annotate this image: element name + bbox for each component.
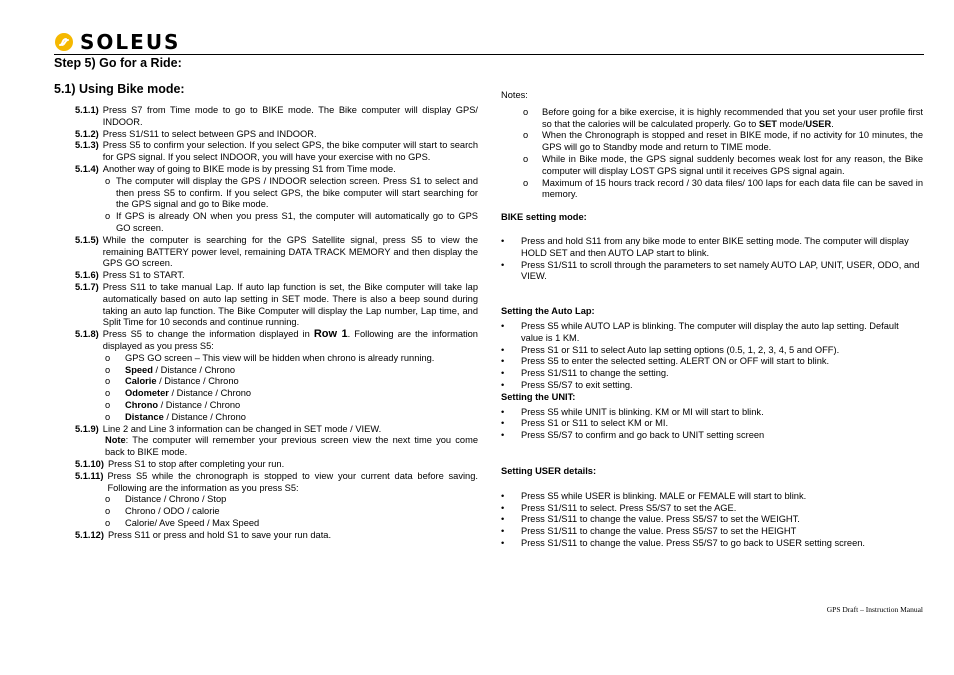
user-heading: Setting USER details: [501, 465, 597, 476]
option-text: / Distance / Chrono [152, 364, 236, 375]
bullet-icon: • [501, 406, 505, 417]
note-text-part: Before going for a bike exercise, it is highly recommended that you set your user profile first so that the calories will be calculated properly. Go to [542, 106, 923, 129]
item-number: 5.1.10) [75, 458, 104, 469]
option-item [105, 506, 478, 518]
item-5-1-2 [54, 129, 478, 141]
item-text: Press S11 or press and hold S1 to save your run data. [107, 529, 332, 540]
circle-bullet-icon: o [523, 106, 529, 117]
note-text-part: . [831, 118, 834, 129]
note-item [523, 130, 923, 154]
bullet-icon: • [501, 490, 505, 501]
circle-bullet-icon: o [523, 130, 529, 141]
item-note [105, 435, 478, 459]
item-text: Another way of going to BIKE mode is by pressing S1 from Time mode. [102, 163, 396, 174]
user-label: USER [805, 118, 832, 129]
step-title: Step 5) Go for a Ride: [54, 56, 182, 70]
option-text: GPS GO screen – This view will be hidden when chrono is already running. [125, 352, 435, 363]
bullet-icon: • [501, 526, 505, 537]
bullet-item [501, 430, 923, 442]
bullet-text: Press and hold S11 from any bike mode to enter BIKE setting mode. The computer will display HOLD SET and then AUTO LAP start to blink. [521, 235, 909, 258]
item-5-1-6 [54, 270, 478, 282]
option-text: Calorie/ Ave Speed / Max Speed [125, 517, 260, 528]
option-item [105, 400, 478, 412]
circle-bullet-icon: o [105, 376, 111, 387]
circle-bullet-icon: o [105, 388, 111, 399]
bullet-text: Press S5 while USER is blinking. MALE or FEMALE will start to blink. [521, 490, 807, 501]
item-text: Press S5 while the chronograph is stopped to view your current data before saving. Following are the information as you press S5: [107, 470, 478, 493]
bullet-item [501, 503, 923, 515]
note-text: Maximum of 15 hours track record / 30 data files/ 100 laps for each data file can be saved in memory. [542, 177, 923, 200]
bullet-item [501, 380, 923, 392]
option-bold: Calorie [125, 376, 157, 387]
option-bold: Speed [125, 364, 153, 375]
item-5-1-11 [54, 471, 478, 495]
bullet-icon: • [501, 430, 505, 441]
item-5-1-3 [54, 140, 478, 164]
item-number: 5.1.12) [75, 529, 104, 540]
bullet-item [501, 538, 923, 550]
item-number: 5.1.2) [75, 128, 99, 139]
option-text: / Distance / Chrono [156, 376, 239, 387]
bullet-icon: • [501, 418, 505, 429]
item-text-part: Press S5 to change the information displayed in [102, 329, 310, 340]
left-column [54, 105, 478, 541]
bullet-icon: • [501, 379, 505, 390]
note-text-part: mode/ [776, 118, 806, 129]
bullet-icon: • [501, 259, 505, 270]
bullet-text: Press S1 or S11 to select KM or MI. [521, 418, 669, 429]
option-item [105, 388, 478, 400]
sub-item-text: If GPS is already ON when you press S1, the computer will automatically go to GPS GO screen. [116, 211, 478, 233]
note-label: Note [105, 435, 126, 446]
note-text: While in Bike mode, the GPS signal suddenly becomes weak lost for any reason, the Bike computer will display LOST GPS signal until it receives GPS signal again. [542, 153, 923, 176]
bullet-icon: • [501, 537, 505, 548]
option-item [105, 494, 478, 506]
option-item [105, 518, 478, 530]
item-number: 5.1.6) [75, 270, 99, 281]
header-rule [54, 54, 924, 55]
item-5-1-1 [54, 105, 478, 129]
item-text: Press S1/S11 to select between GPS and INDOOR. [102, 128, 317, 139]
item-text-part: . Following are the information displayed as you press S5: [102, 329, 478, 351]
item-number: 5.1.9) [75, 423, 99, 434]
sub-item-text: The computer will display the GPS / INDOOR selection screen. Press S1 to select and then press S5 to confirm. If you select GPS, the bike computer will start searching for the GPS signal and go to Bike mode. [116, 175, 478, 210]
bullet-icon: • [501, 356, 505, 367]
item-number: 5.1.5) [75, 234, 99, 245]
bike-setting-heading: BIKE setting mode: [501, 212, 587, 223]
note-item [523, 107, 923, 131]
item-number: 5.1.3) [75, 140, 99, 151]
set-label: SET [758, 118, 777, 129]
logo-text: SOLEUS [80, 30, 181, 54]
item-5-1-8 [54, 329, 478, 353]
soleus-logo-icon [54, 32, 74, 52]
item-text: Press S1 to stop after completing your run. [107, 458, 285, 469]
item-text: Line 2 and Line 3 information can be changed in SET mode / VIEW. [102, 423, 382, 434]
circle-bullet-icon: o [105, 494, 111, 505]
note-item [523, 178, 923, 202]
option-item [105, 376, 478, 388]
bullet-text: Press S5 while AUTO LAP is blinking. The computer will display the auto lap setting. Default value is 1 KM. [521, 320, 899, 343]
note-text [542, 107, 923, 131]
option-text: Chrono / ODO / calorie [125, 506, 220, 517]
item-number: 5.1.1) [75, 105, 99, 115]
auto-lap-heading: Setting the Auto Lap: [501, 306, 595, 317]
item-number: 5.1.4) [75, 163, 99, 174]
bullet-text: Press S1/S11 to select. Press S5/S7 to set the AGE. [521, 502, 737, 513]
bullet-item [501, 526, 923, 538]
notes-label: Notes: [501, 90, 528, 100]
bullet-text: Press S5/S7 to confirm and go back to UNIT setting screen [521, 430, 765, 441]
footer-text: GPS Draft – Instruction Manual [826, 605, 923, 614]
item-number: 5.1.11) [75, 470, 104, 481]
bullet-text: Press S5 while UNIT is blinking. KM or MI will start to blink. [521, 406, 764, 417]
option-item [105, 365, 478, 377]
circle-bullet-icon: o [105, 211, 111, 222]
circle-bullet-icon: o [105, 175, 111, 186]
bullet-text: Press S5/S7 to exit setting. [521, 379, 633, 390]
sub-item [105, 176, 478, 211]
bullet-item [501, 368, 923, 380]
bullet-icon: • [501, 344, 505, 355]
item-number: 5.1.8) [75, 329, 99, 340]
circle-bullet-icon: o [105, 517, 111, 528]
bullet-text: Press S1 or S11 to select Auto lap setting options (0.5, 1, 2, 3, 4, 5 and OFF). [521, 344, 840, 355]
soleus-logo [54, 31, 180, 53]
circle-bullet-icon: o [105, 411, 111, 422]
bullet-text: Press S1/S11 to change the value. Press S5/S7 to set the HEIGHT [521, 526, 797, 537]
circle-bullet-icon: o [105, 364, 111, 375]
bullet-item [501, 260, 923, 284]
option-text: Distance / Chrono / Stop [125, 494, 227, 505]
circle-bullet-icon: o [105, 399, 111, 410]
bullet-item [501, 514, 923, 526]
bullet-item [501, 407, 923, 419]
circle-bullet-icon: o [105, 506, 111, 517]
circle-bullet-icon: o [523, 153, 529, 164]
unit-heading: Setting the UNIT: [501, 391, 576, 402]
bullet-icon: • [501, 502, 505, 513]
note-text: When the Chronograph is stopped and reset in BIKE mode, if no activity for 10 minutes, the GPS will go to Standby mode and return to TIME mode. [542, 130, 923, 153]
bullet-text: Press S1/S11 to change the value. Press S5/S7 to set the WEIGHT. [521, 514, 800, 525]
item-5-1-12 [54, 530, 478, 542]
bullet-item [501, 321, 923, 345]
item-5-1-7 [54, 282, 478, 329]
bullet-text: Press S1/S11 to scroll through the parameters to set namely AUTO LAP, UNIT, USER, ODO, and VIEW. [521, 259, 920, 282]
option-item [105, 412, 478, 424]
option-bold: Distance [125, 411, 164, 422]
item-text: Press S7 from Time mode to go to BIKE mode. The Bike computer will display GPS/ INDOOR. [102, 105, 478, 127]
item-text [103, 329, 478, 353]
sub-item [105, 211, 478, 235]
circle-bullet-icon: o [523, 177, 529, 188]
item-text: Press S1 to START. [102, 270, 185, 281]
circle-bullet-icon: o [105, 352, 111, 363]
item-number: 5.1.7) [75, 281, 99, 292]
right-column [501, 90, 923, 550]
bullet-text: Press S1/S11 to change the setting. [521, 368, 669, 379]
bullet-item [501, 236, 923, 260]
bullet-icon: • [501, 320, 505, 331]
item-5-1-4 [54, 164, 478, 176]
option-text: / Distance / Chrono [163, 411, 246, 422]
section-title: 5.1) Using Bike mode: [54, 82, 185, 96]
item-text: Press S11 to take manual Lap. If auto lap function is set, the Bike computer will take lap automatically based on auto lap setting in SET mode. There is also a beep sound during taking an auto lap function. The Bike Computer will display the Lap number, Lap time, and Split Time for 10 seconds and continue running. [102, 281, 478, 328]
option-bold: Chrono [125, 399, 159, 410]
item-5-1-5 [54, 235, 478, 270]
bullet-item [501, 418, 923, 430]
option-text: / Distance / Chrono [158, 399, 241, 410]
bullet-text: Press S1/S11 to change the value. Press S5/S7 to go back to USER setting screen. [521, 537, 866, 548]
option-text: / Distance / Chrono [168, 388, 252, 399]
note-text: : The computer will remember your previous screen view the next time you come back to BIKE mode. [105, 435, 478, 458]
bullet-icon: • [501, 235, 505, 246]
item-text: Press S5 to confirm your selection. If you select GPS, the bike computer will start to search for GPS signal. If you select INDOOR, you will have your exercise with no GPS. [102, 140, 478, 163]
bullet-text: Press S5 to enter the selected setting. ALERT ON or OFF will start to blink. [521, 356, 830, 367]
bullet-item [501, 491, 923, 503]
option-item [105, 353, 478, 365]
note-item [523, 154, 923, 178]
bullet-item [501, 345, 923, 357]
bullet-icon: • [501, 514, 505, 525]
item-5-1-9 [54, 424, 478, 436]
bullet-icon: • [501, 368, 505, 379]
bullet-item [501, 356, 923, 368]
item-5-1-10 [54, 459, 478, 471]
row-1-label: Row 1 [313, 328, 348, 341]
item-text: While the computer is searching for the GPS Satellite signal, press S5 to view the remaining BATTERY power level, remaining DATA TRACK MEMORY and then display the GPS GO screen. [102, 234, 478, 269]
option-bold: Odometer [125, 388, 169, 399]
